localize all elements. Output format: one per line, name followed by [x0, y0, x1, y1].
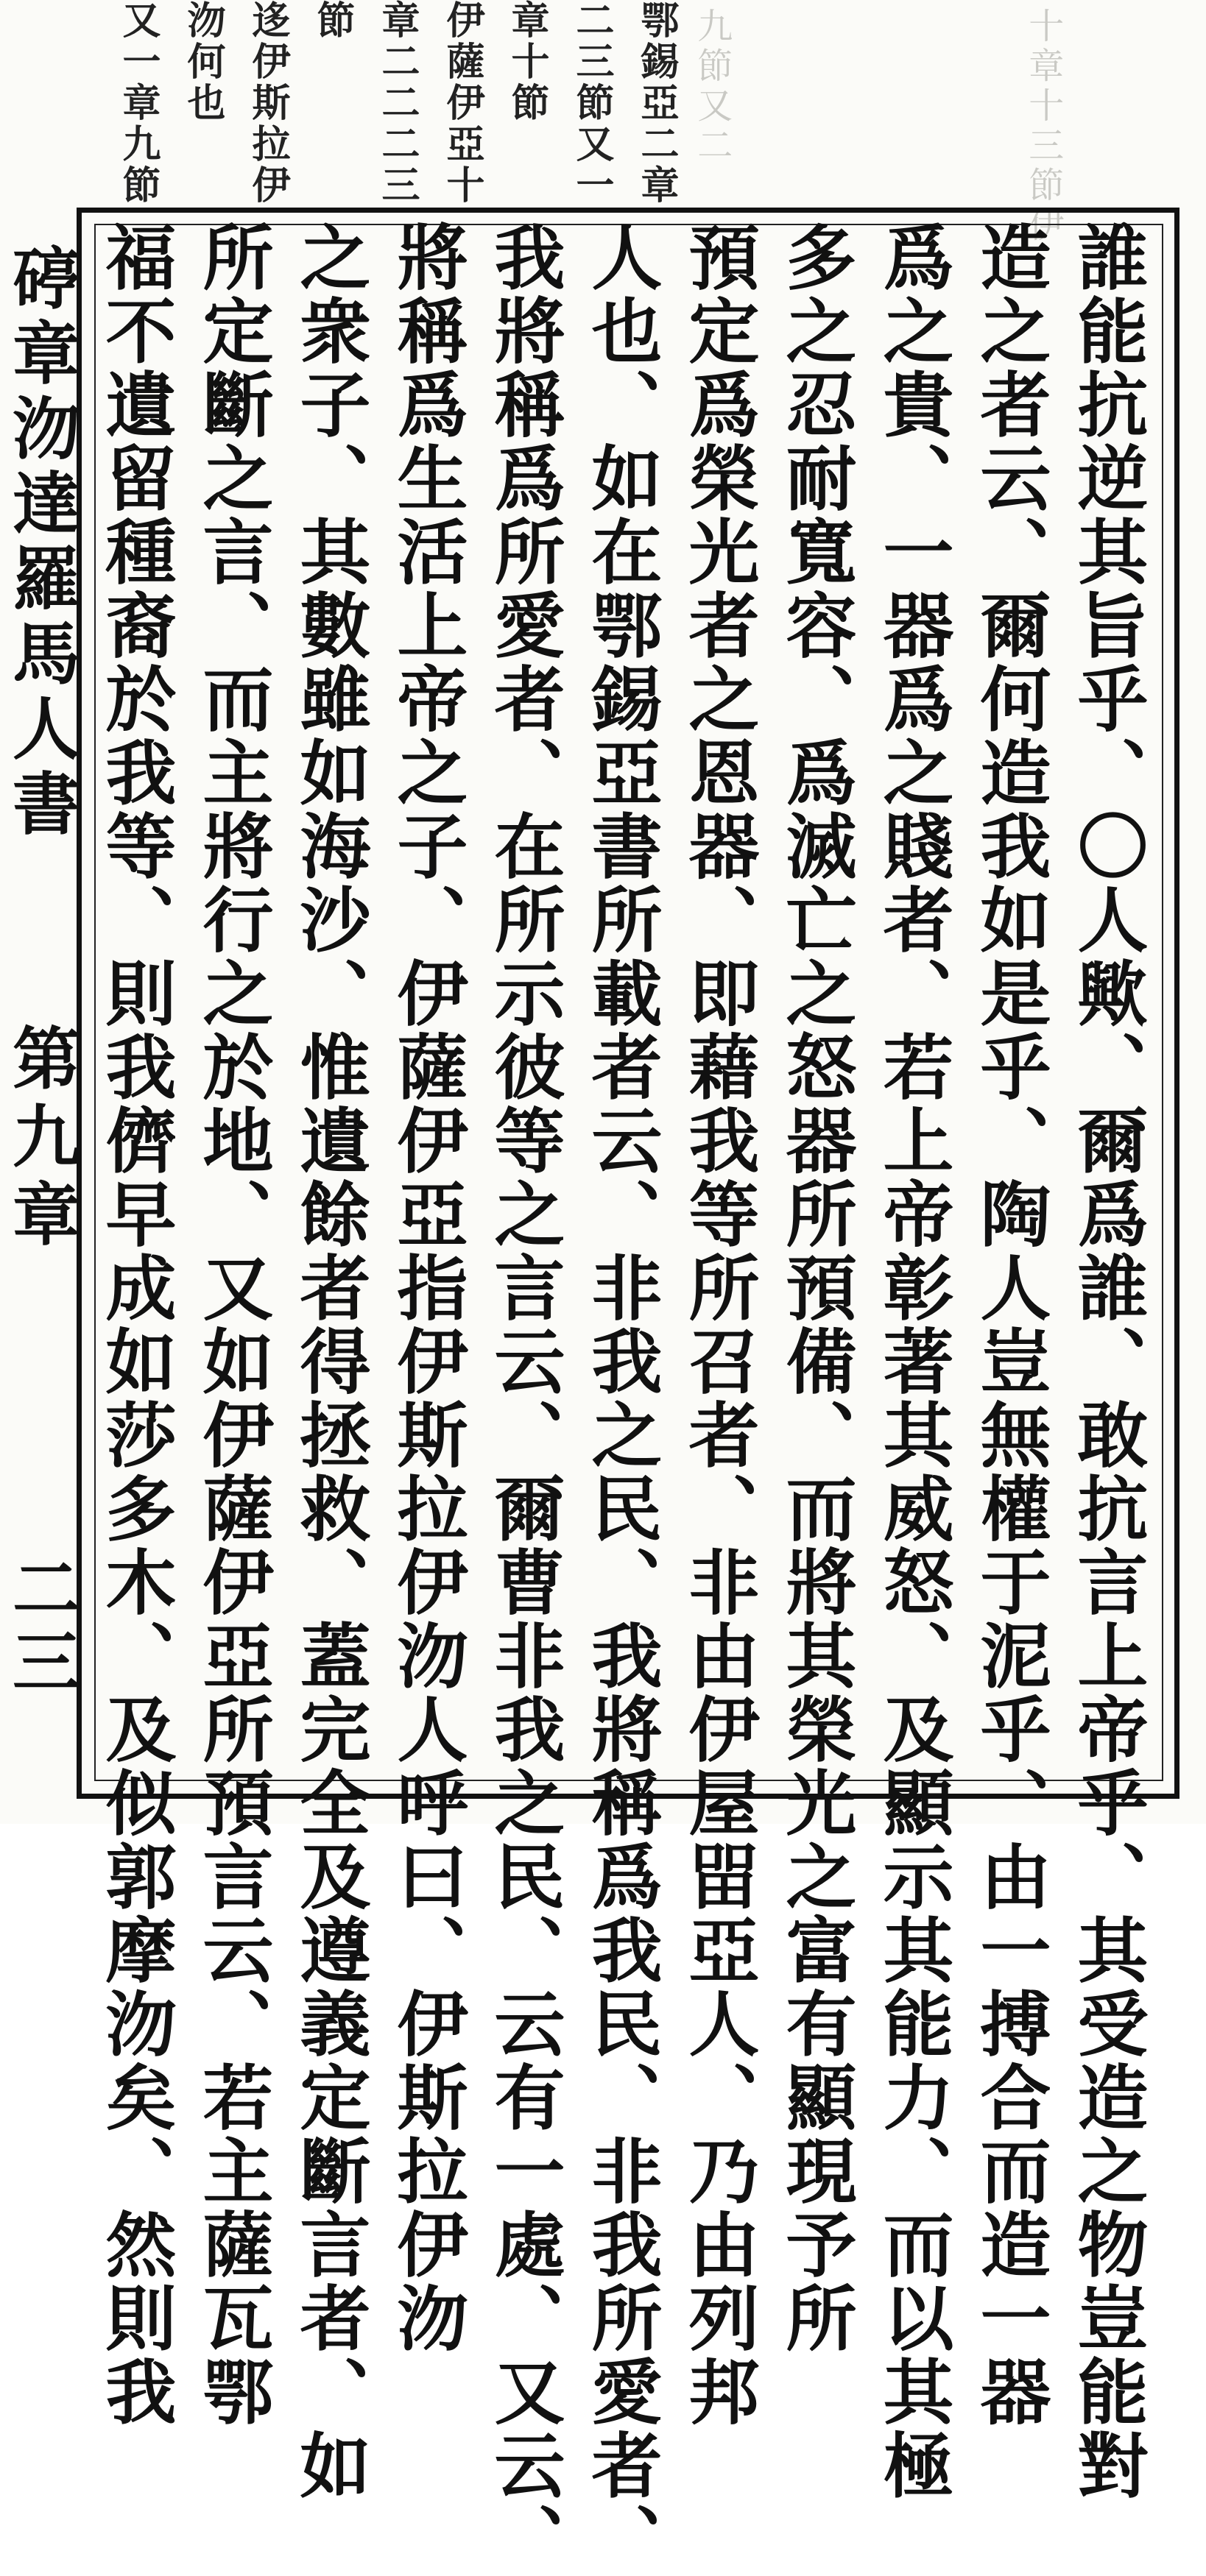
text-column: 人也、如在鄂錫亞書所載者云、非我之民、我將稱爲我民、非我所愛者、 — [580, 221, 663, 2576]
margin-note: 章二二二三 — [375, 0, 420, 206]
margin-note: 章十節 — [504, 0, 549, 124]
bleed-through-text: 九節又二 — [691, 7, 733, 166]
body-text — [94, 221, 1156, 2576]
text-column: 爲之貴、一器爲之賤者、若上帝彰著其威怒、及顯示其能力、而以其極 — [872, 221, 955, 2502]
text-column: 誰能抗逆其旨乎、〇人歟、爾爲誰、敢抗言上帝乎、其受造之物豈能對 — [1066, 221, 1149, 2502]
bleed-through-text: 十章十三節伊 — [1022, 7, 1064, 246]
text-column: 我將稱爲所愛者、在所示彼等之言云、爾曹非我之民、云有一處、又云、 — [483, 221, 566, 2576]
margin-note: 迻伊斯拉伊 — [245, 0, 290, 206]
margin-note: 節 — [310, 0, 355, 41]
chapter-label: 第九章 — [1, 1023, 81, 1257]
text-column: 福不遺留種裔於我等、則我儕早成如莎多木、及似郭摩沕矣、然則我 — [94, 221, 177, 2429]
margin-note: 又一章九節 — [116, 0, 161, 206]
text-column: 造之者云、爾何造我如是乎、陶人豈無權于泥乎、由一搏合而造一器 — [969, 221, 1052, 2429]
margin-note: 二三節又一 — [569, 0, 614, 206]
page-number: 二三 — [1, 1553, 81, 1700]
margin-note: 伊薩伊亞十 — [440, 0, 484, 206]
text-column: 多之忍耐寬容、爲滅亡之怒器所預備、而將其榮光之富有顯現予所 — [775, 221, 858, 2355]
margin-note: 沕何也 — [180, 0, 225, 124]
margin-note: 鄂錫亞二章 — [634, 0, 679, 206]
left-margin — [0, 228, 81, 1803]
running-title: 碠章沕達羅馬人書 — [1, 243, 81, 843]
text-column: 之衆子、其數雖如海沙、惟遺餘者得拯救、蓋完全及遵義定斷言者、如 — [289, 221, 372, 2502]
text-column: 所定斷之言、而主將行之於地、又如伊薩伊亞所預言云、若主薩瓦鄂 — [191, 221, 275, 2429]
text-column: 預定爲榮光者之恩器、即藉我等所召者、非由伊屋㽞亞人、乃由列邦 — [677, 221, 761, 2429]
margin-notes — [74, 0, 679, 206]
text-column: 將稱爲生活上帝之子、伊薩伊亞指伊斯拉伊沕人呼曰、伊斯拉伊沕 — [386, 221, 469, 2355]
